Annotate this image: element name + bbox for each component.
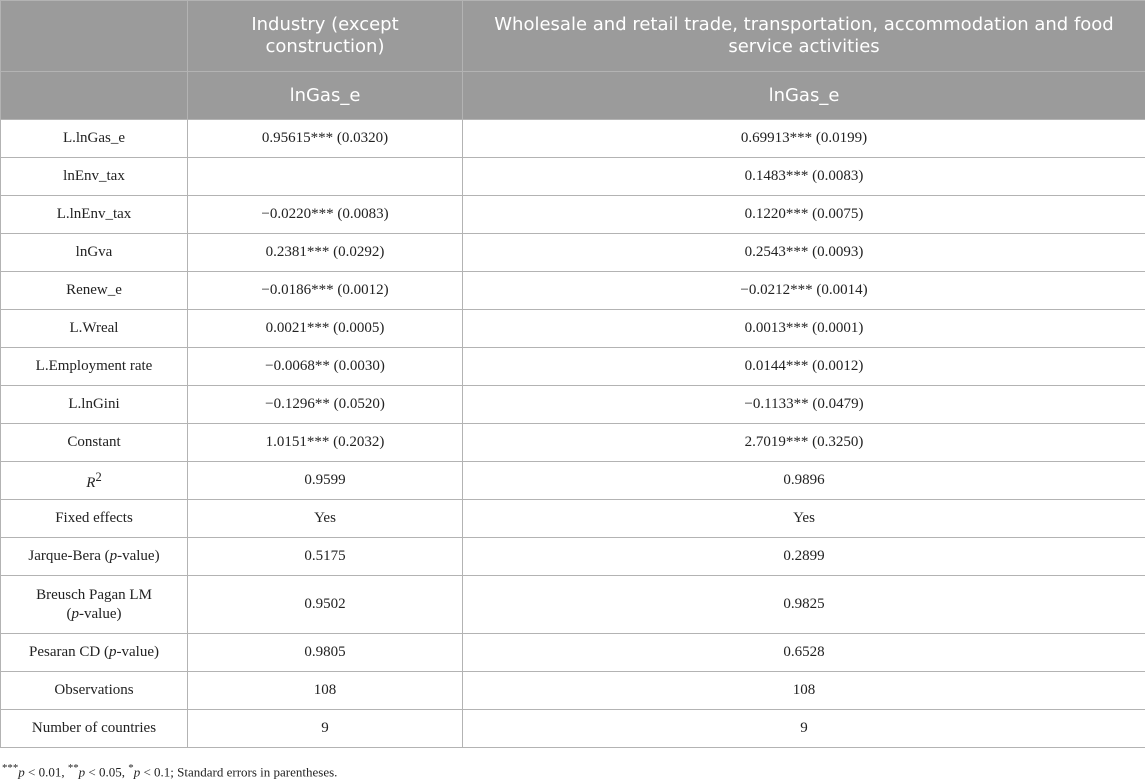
cell-wholesale: −0.1133** (0.0479): [463, 386, 1145, 424]
table-row: [1, 538, 1145, 576]
cell-industry: −0.1296** (0.0520): [188, 386, 463, 424]
row-label: lnEnv_tax: [1, 158, 188, 196]
row-label: L.Wreal: [1, 310, 188, 348]
row-label-jarque-bera: [1, 538, 188, 576]
header-row-sectors: [1, 1, 1145, 72]
cell-wholesale: 0.2899: [463, 538, 1145, 576]
footnote-text: < 0.05,: [85, 764, 129, 780]
label-text: Jarque-Bera (: [28, 548, 110, 564]
row-label: L.lnGas_e: [1, 120, 188, 158]
cell-wholesale: −0.0212*** (0.0014): [463, 272, 1145, 310]
table-row: [1, 348, 1145, 386]
header-row-dependent-variable: [1, 72, 1145, 120]
footnote-text: < 0.1; Standard errors in parentheses.: [140, 764, 338, 780]
cell-industry: −0.0220*** (0.0083): [188, 196, 463, 234]
header-dv-wholesale: lnGas_e: [463, 72, 1145, 120]
header-corner-2: [1, 72, 188, 120]
cell-wholesale: 0.1483*** (0.0083): [463, 158, 1145, 196]
cell-industry: 0.9599: [188, 462, 463, 500]
row-label: L.lnGini: [1, 386, 188, 424]
cell-industry: 0.9502: [188, 576, 463, 634]
r-symbol: R: [86, 475, 96, 491]
cell-industry: 0.95615*** (0.0320): [188, 120, 463, 158]
cell-wholesale: 0.0144*** (0.0012): [463, 348, 1145, 386]
p-symbol: p: [109, 548, 118, 564]
label-text: Breusch Pagan LM: [36, 586, 152, 603]
cell-wholesale: 0.9825: [463, 576, 1145, 634]
p-symbol: p: [71, 605, 79, 622]
row-label: lnGva: [1, 234, 188, 272]
header-industry: Industry (except construction): [188, 1, 463, 72]
p-symbol: p: [109, 644, 117, 660]
cell-wholesale: 0.69913*** (0.0199): [463, 120, 1145, 158]
row-label: L.lnEnv_tax: [1, 196, 188, 234]
table-row: [1, 634, 1145, 672]
row-label: Renew_e: [1, 272, 188, 310]
row-label: Constant: [1, 424, 188, 462]
table-row: [1, 120, 1145, 158]
cell-industry: 1.0151*** (0.2032): [188, 424, 463, 462]
row-label: L.Employment rate: [1, 348, 188, 386]
table-row: [1, 310, 1145, 348]
cell-wholesale: 0.1220*** (0.0075): [463, 196, 1145, 234]
cell-industry: −0.0068** (0.0030): [188, 348, 463, 386]
cell-wholesale: 108: [463, 672, 1145, 710]
cell-industry: 108: [188, 672, 463, 710]
cell-industry: 9: [188, 710, 463, 748]
table-row: [1, 710, 1145, 748]
cell-industry: [188, 158, 463, 196]
table-row: [1, 462, 1145, 500]
table-row: [1, 234, 1145, 272]
cell-industry: 0.9805: [188, 634, 463, 672]
cell-wholesale: 9: [463, 710, 1145, 748]
header-corner: [1, 1, 188, 72]
footnote-text: < 0.01,: [24, 764, 68, 780]
row-label: Fixed effects: [1, 500, 188, 538]
p-symbol: p: [78, 764, 86, 780]
table-row: [1, 500, 1145, 538]
cell-industry: Yes: [188, 500, 463, 538]
footnote-stars: **: [67, 762, 79, 774]
cell-wholesale: 0.2543*** (0.0093): [463, 234, 1145, 272]
row-label-pesaran: [1, 634, 188, 672]
header-wholesale-retail: Wholesale and retail trade, transportation, accommodation and food service activities: [463, 1, 1145, 72]
table-row: [1, 424, 1145, 462]
table-row: [1, 272, 1145, 310]
table-row: [1, 576, 1145, 634]
cell-wholesale: 2.7019*** (0.3250): [463, 424, 1145, 462]
row-label-breusch-pagan: [1, 576, 188, 634]
superscript-two: 2: [95, 470, 102, 484]
footnote-stars: *: [128, 762, 134, 774]
cell-industry: 0.5175: [188, 538, 463, 576]
cell-wholesale: 0.0013*** (0.0001): [463, 310, 1145, 348]
label-text: -value): [116, 644, 159, 660]
table-row: [1, 386, 1145, 424]
row-label: Observations: [1, 672, 188, 710]
row-label: Number of countries: [1, 710, 188, 748]
footnote-stars: ***: [2, 762, 19, 774]
label-text: (: [66, 605, 72, 622]
label-text: -value): [117, 548, 160, 564]
p-symbol: p: [18, 764, 25, 780]
cell-wholesale: 0.9896: [463, 462, 1145, 500]
cell-industry: 0.2381*** (0.0292): [188, 234, 463, 272]
row-label-r-squared: [1, 462, 188, 500]
table-row: [1, 158, 1145, 196]
table-row: [1, 672, 1145, 710]
table-footnote: [2, 762, 337, 780]
header-dv-industry: lnGas_e: [188, 72, 463, 120]
cell-wholesale: Yes: [463, 500, 1145, 538]
label-text: Pesaran CD (: [29, 644, 109, 660]
cell-industry: −0.0186*** (0.0012): [188, 272, 463, 310]
label-text: -value): [79, 605, 122, 622]
table-row: [1, 196, 1145, 234]
p-symbol: p: [133, 764, 141, 780]
cell-industry: 0.0021*** (0.0005): [188, 310, 463, 348]
cell-wholesale: 0.6528: [463, 634, 1145, 672]
